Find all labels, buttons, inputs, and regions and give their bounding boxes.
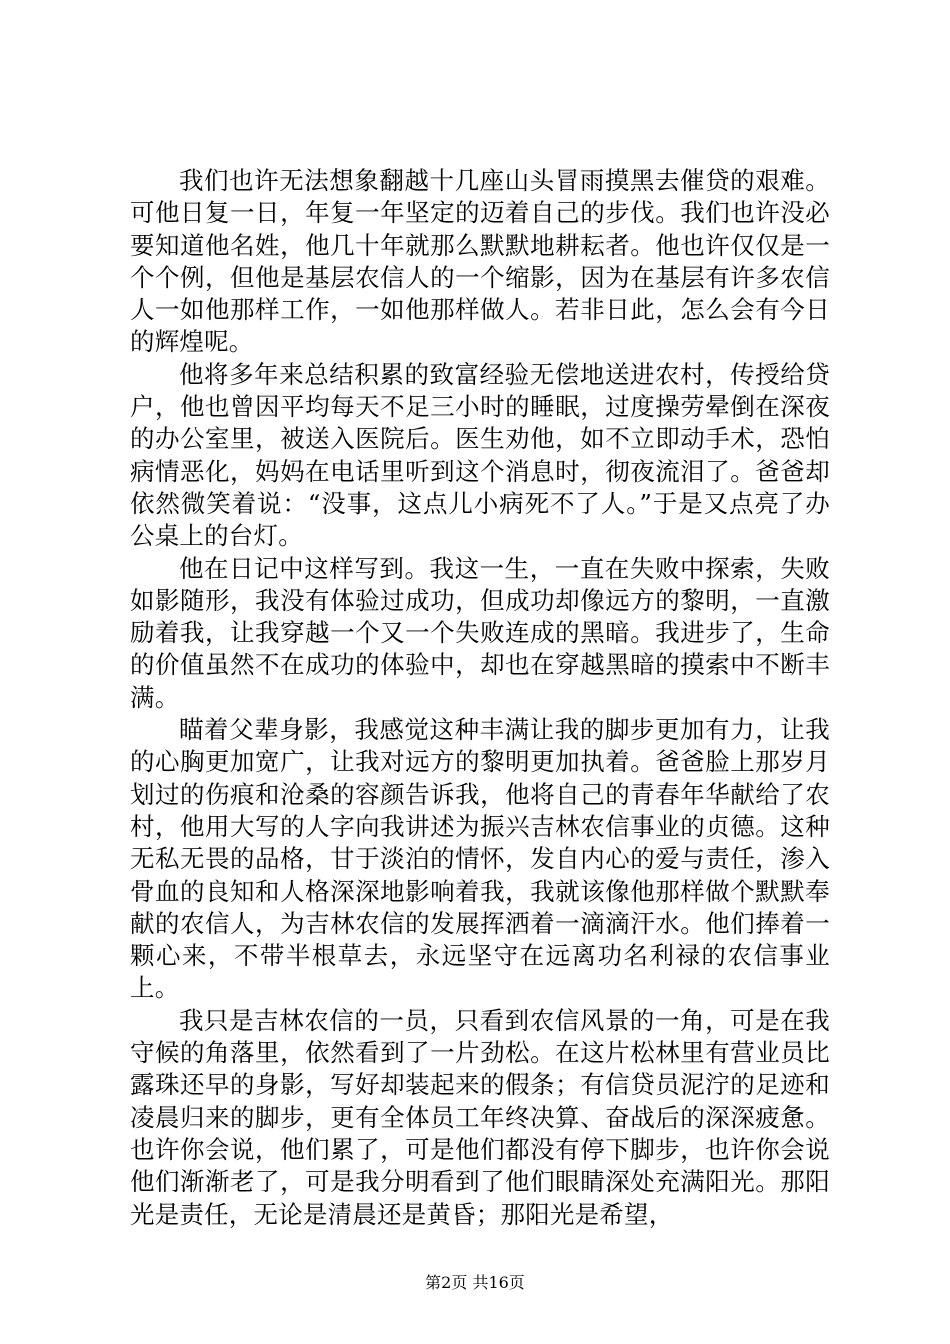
paragraph: 瞄着父辈身影，我感觉这种丰满让我的脚步更加有力，让我的心胸更加宽广，让我对远方的黎明更加执着。爸爸脸上那岁月划过的伤痕和沧桑的容颜告诉我，他将自己的青春年华献给了农村，他用大写的人字向我讲述为振兴吉林农信事业的贞德。这种无私无畏的品格，甘于淡泊的情怀，发自内心的爱与责任，渗入骨血的良知和人格深深地影响着我，我就该像他那样做个默默奉献的农信人，为吉林农信的发展挥洒着一滴滴汗水。他们捧着一颗心来，不带半根草去，永远坚守在远离功名利禄的农信事业上。 bbox=[130, 715, 830, 1003]
page-number-footer: 第2页 共16页 bbox=[425, 1273, 525, 1292]
paragraph: 我们也许无法想象翻越十几座山头冒雨摸黑去催贷的艰难。可他日复一日，年复一年坚定的迈着自己的步伐。我们也许没必要知道他名姓，他几十年就那么默默地耕耘者。他也许仅仅是一个个例，但他是基层农信人的一个缩影，因为在基层有许多农信人一如他那样工作，一如他那样做人。若非日此，怎么会有今日的辉煌呢。 bbox=[130, 166, 830, 357]
paragraph: 我只是吉林农信的一员，只看到农信风景的一角，可是在我守候的角落里，依然看到了一片劲松。在这片松林里有营业员比露珠还早的身影，写好却装起来的假条；有信贷员泥泞的足迹和凌晨归来的脚步，更有全体员工年终决算、奋战后的深深疲惫。也许你会说，他们累了，可是他们都没有停下脚步，也许你会说他们渐渐老了，可是我分明看到了他们眼睛深处充满阳光。那阳光是责任，无论是清晨还是黄昏；那阳光是希望， bbox=[130, 1005, 830, 1229]
paragraph: 他将多年来总结积累的致富经验无偿地送进农村，传授给贷户，他也曾因平均每天不足三小时的睡眠，过度操劳晕倒在深夜的办公室里，被送入医院后。医生劝他，如不立即动手术，恐怕病情恶化，妈妈在电话里听到这个消息时，彻夜流泪了。爸爸却依然微笑着说：“没事，这点儿小病死不了人。”于是又点亮了办公桌上的台灯。 bbox=[130, 359, 830, 551]
document-body bbox=[130, 165, 830, 1231]
paragraph: 他在日记中这样写到。我这一生，一直在失败中探索，失败如影随形，我没有体验过成功，但成功却像远方的黎明，一直激励着我，让我穿越一个又一个失败连成的黑暗。我进步了，生命的价值虽然不在成功的体验中，却也在穿越黑暗的摸索中不断丰满。 bbox=[130, 553, 830, 712]
